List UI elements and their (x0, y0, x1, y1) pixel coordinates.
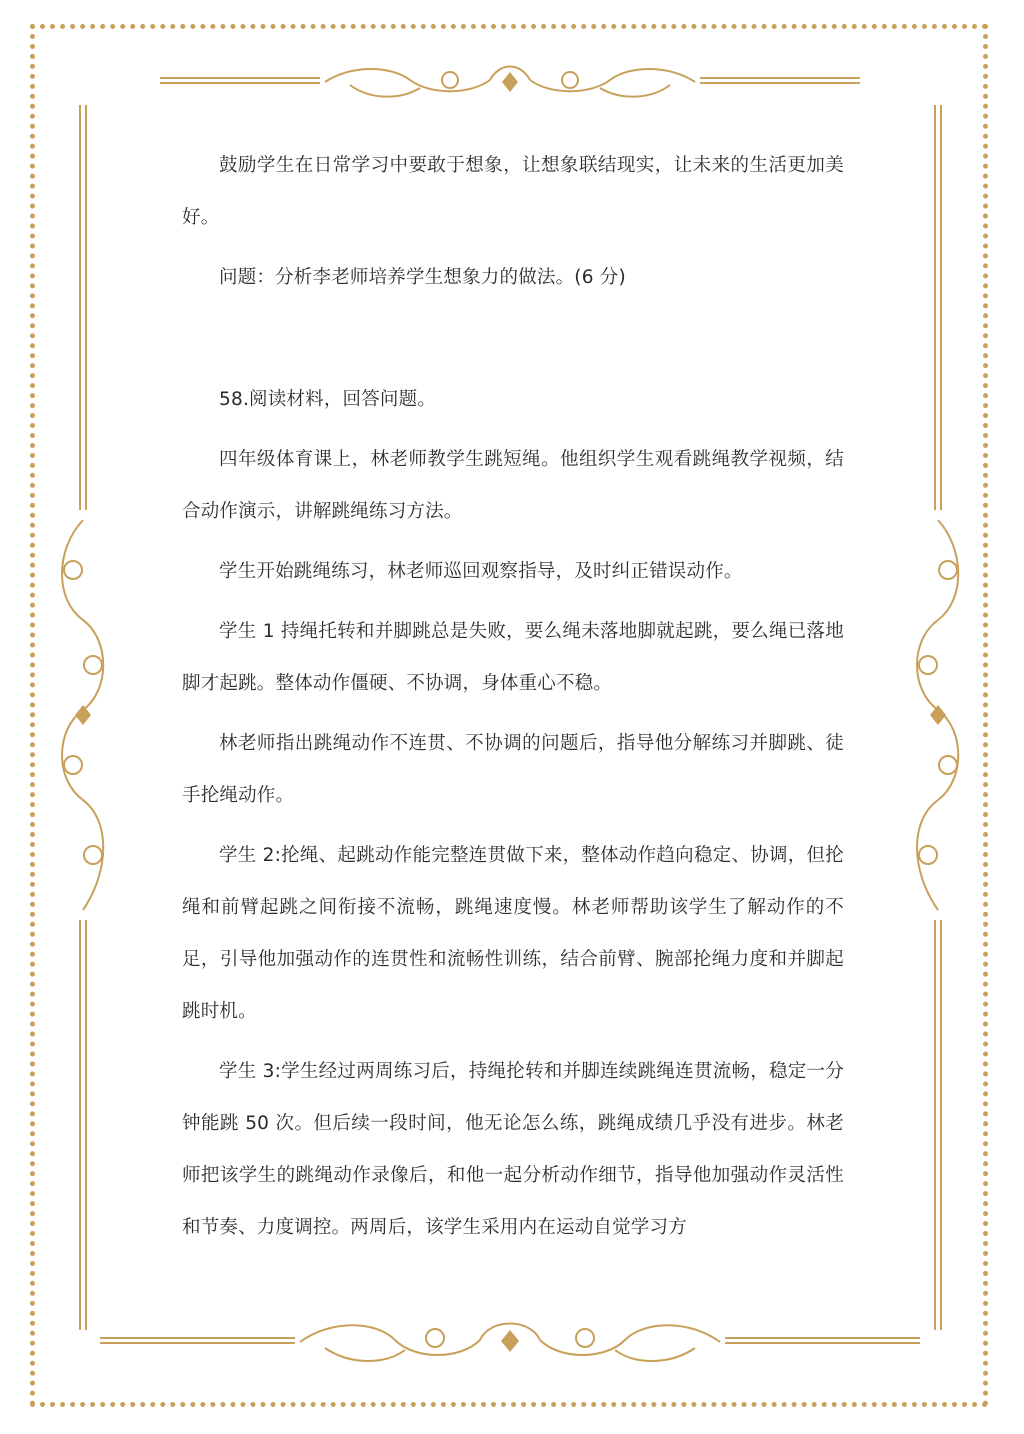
paragraph-student-3: 学生 3:学生经过两周练习后，持绳抡转和并脚连续跳绳连贯流畅，稳定一分钟能跳 50 次。但后续一段时间，他无论怎么练，跳绳成绩几乎没有进步。林老师把该学生的跳绳动作录像后，和他一起分析动作细节，指导他加强动作灵活性和节奏、力度调控。两周后，该学生采用内在运动自觉学习方 (182, 1061, 844, 1238)
paragraph-practice-start: 学生开始跳绳练习，林老师巡回观察指导，及时纠正错误动作。 (219, 561, 743, 582)
question-58-heading: 58.阅读材料，回答问题。 (219, 389, 437, 410)
paragraph-encourage: 鼓励学生在日常学习中要敢于想象，让想象联结现实，让未来的生活更加美好。 (182, 155, 844, 228)
paragraph-question-57: 问题：分析李老师培养学生想象力的做法。(6 分) (219, 267, 626, 288)
top-ornament-icon (150, 60, 870, 110)
paragraph-student-1: 学生 1 持绳托转和并脚跳总是失败，要么绳未落地脚就起跳，要么绳已落地脚才起跳。整体动作僵硬、不协调，身体重心不稳。 (182, 621, 844, 694)
bottom-ornament-icon (95, 1310, 925, 1370)
paragraph-student-2: 学生 2:抡绳、起跳动作能完整连贯做下来，整体动作趋向稳定、协调，但抡绳和前臂起跳之间衔接不流畅，跳绳速度慢。林老师帮助该学生了解动作的不足，引导他加强动作的连贯性和流畅性训练，结合前臂、腕部抡绳力度和并脚起跳时机。 (182, 845, 844, 1022)
left-border-ornament-icon (55, 100, 115, 1340)
right-border-ornament-icon (910, 100, 970, 1340)
document-body (182, 140, 844, 1254)
paragraph-pe-class: 四年级体育课上，林老师教学生跳短绳。他组织学生观看跳绳教学视频，结合动作演示，讲解跳绳练习方法。 (182, 449, 844, 522)
paragraph-teacher-guidance: 林老师指出跳绳动作不连贯、不协调的问题后，指导他分解练习并脚跳、徒手抡绳动作。 (182, 733, 844, 806)
